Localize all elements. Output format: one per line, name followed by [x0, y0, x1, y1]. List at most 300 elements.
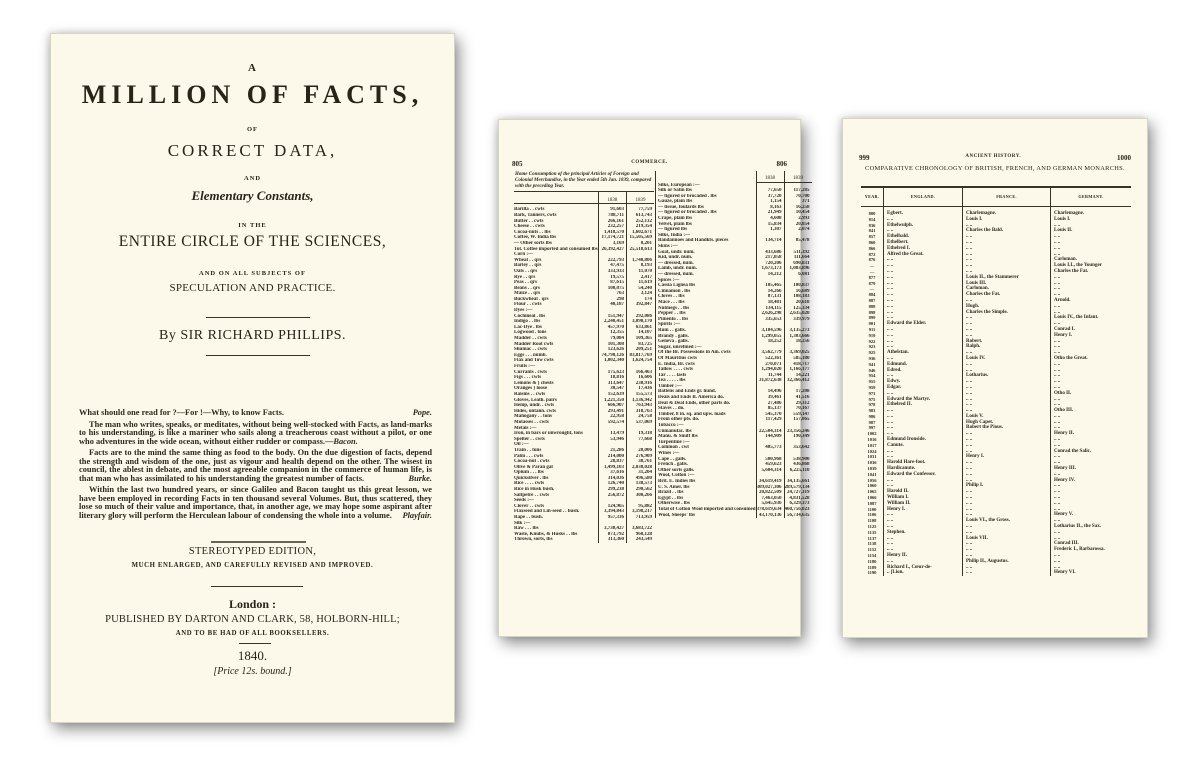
france-cell: Robert. — [963, 339, 1051, 345]
divider — [211, 541, 306, 543]
value-1838: 19,575 — [598, 275, 626, 281]
commodity-label: Barley . . qrs — [514, 263, 542, 269]
france-cell: .. .. — [963, 530, 1051, 536]
france-cell: .. .. — [963, 385, 1051, 391]
value-1839: 3,090,170 — [632, 319, 652, 325]
value-1838: 1,418,570 — [598, 230, 626, 236]
value-1839: 289,579,134 — [784, 484, 810, 490]
germany-cell: .. .. — [1051, 275, 1132, 281]
commodity-label: Otherwise . lbs — [658, 501, 690, 507]
value-1839: 243,549 — [635, 537, 652, 543]
commodity-label: Peas . . qrs — [514, 280, 537, 286]
england-cell: Egbert. — [884, 207, 963, 217]
value-1838: 85,137 — [756, 406, 784, 412]
year-cell: 876 — [868, 257, 876, 263]
value-1838: 217,058 — [756, 255, 784, 261]
quote-attribution: Pope. — [412, 408, 432, 417]
value-1838: 8,163 — [756, 205, 784, 211]
divider — [211, 586, 303, 587]
value-1838: 4,608 — [756, 216, 784, 222]
commodity-label: Brazil . . lbs — [658, 490, 684, 496]
year-cell: 978 — [868, 402, 876, 408]
commodity-label: Oil :— — [514, 442, 529, 448]
england-cell: .. .. — [884, 344, 963, 350]
value-1838: 3,394,843 — [598, 509, 626, 515]
page-header — [859, 154, 1131, 162]
france-cell: Charles the Fat. — [963, 292, 1051, 298]
value-1839: 537,069 — [635, 419, 652, 425]
commodity-label: Timber :— — [658, 383, 682, 389]
blank-cell — [514, 192, 598, 204]
col-1839: 1839 — [627, 192, 655, 204]
germany-cell: .. .. — [1051, 240, 1132, 246]
france-cell: .. .. — [963, 391, 1051, 397]
france-cell: .. .. — [963, 252, 1051, 258]
value-1838: 763 — [598, 291, 626, 297]
year-cell: 899 — [868, 315, 876, 321]
france-cell: Robert the Pious. — [963, 425, 1051, 431]
commodity-label: Skins :— — [658, 244, 678, 250]
england-cell: William I. — [884, 495, 963, 501]
commodity-label: — dressed, num. — [658, 260, 694, 266]
value-1838: 5,645,936 — [756, 501, 784, 507]
commodity-label: Butter . . cwts — [514, 218, 544, 224]
year-cell: 1087 — [867, 500, 877, 506]
england-cell: .. .. — [884, 298, 963, 304]
col-year: YEAR. — [861, 187, 884, 207]
france-cell: .. .. — [963, 437, 1051, 443]
page-number-right: 806 — [776, 160, 787, 168]
value-1839: 24,758 — [638, 414, 652, 420]
commodity-label: Clover . . cwts — [514, 503, 545, 509]
value-1838: 298 — [598, 297, 626, 303]
commodity-label: Coffee, W. India lbs — [514, 235, 557, 241]
year-cell: 911 — [868, 326, 876, 332]
year-cell: 860 — [868, 239, 876, 245]
year-cell: 887 — [868, 297, 876, 303]
england-cell: .. .. — [884, 304, 963, 310]
city: London : — [228, 597, 277, 611]
year-cell: 836 — [868, 222, 876, 228]
value-1839: 16,606 — [638, 375, 652, 381]
year-cell: 888 — [868, 303, 876, 309]
germany-cell: .. .. — [1051, 281, 1132, 287]
year-cell: 919 — [868, 332, 876, 338]
commodity-label: Deals and Ends B. America do. — [658, 395, 724, 401]
value-1839: 166,463 — [635, 369, 652, 375]
value-1839: 339,979 — [793, 316, 810, 322]
england-cell: .. .. — [884, 263, 963, 269]
germany-cell: .. .. — [1051, 483, 1132, 489]
value-1839: 11,619 — [638, 280, 652, 286]
year-cell: — — [869, 268, 875, 274]
value-1839: 2,635,020 — [789, 311, 810, 317]
germany-cell: .. .. — [1051, 507, 1132, 513]
commodity-label: Oranges } loose — [514, 386, 548, 392]
quote-playfair — [79, 486, 432, 520]
value-1839: 17,436 — [638, 386, 652, 392]
commodity-label: Turpentine :— — [658, 439, 690, 445]
france-cell: .. .. — [963, 570, 1051, 576]
page-number-left: 805 — [512, 160, 523, 168]
value-1839: 14,107 — [638, 330, 652, 336]
england-cell: .. .. — [884, 292, 963, 298]
table-caption: Home Consumption of the principal Articles of Foreign and Colonial Merchandise, in the Year ended 5th Jan. 1839, compared with the preceding Year. — [514, 172, 654, 192]
germany-cell: .. .. — [1051, 310, 1132, 316]
value-1839: 3,124 — [640, 291, 652, 297]
title-page — [50, 33, 455, 723]
france-cell: .. .. — [963, 547, 1051, 553]
commodity-label: — figured or brocaded . lbs — [658, 210, 717, 216]
value-1838: 74,790,126 — [598, 353, 626, 359]
value-1838: 314,036 — [598, 476, 626, 482]
england-cell: Stephen. — [884, 530, 963, 536]
value-1839: 3,369,025 — [789, 350, 810, 356]
value-1838: 459,623 — [756, 462, 784, 468]
germany-cell: Henry IV. — [1051, 478, 1132, 484]
england-cell: William II. — [884, 501, 963, 507]
commodity-label: Eggs . . . numb. — [514, 352, 547, 358]
year-cell: 879 — [868, 280, 876, 286]
quote-text: What should one read for ?—For !—Why, to know Facts. — [79, 408, 284, 417]
england-cell: Athelstan. — [884, 350, 963, 356]
value-1838: 151,947 — [598, 314, 626, 320]
edition: STEREOTYPED EDITION, — [188, 546, 317, 557]
france-cell: Louis VI., the Gross. — [963, 518, 1051, 524]
value-1838: 5,604,314 — [756, 468, 784, 474]
germany-cell: .. .. — [1051, 379, 1132, 385]
england-cell: .. .. — [884, 315, 963, 321]
commodity-label: Cloves . . lbs — [658, 294, 685, 300]
value-1838: 134,115 — [756, 306, 784, 312]
value-1838: 22,504,314 — [756, 429, 784, 435]
value-1839: 1,166,177 — [789, 367, 810, 373]
germany-cell: Conrad the Salic. — [1051, 449, 1132, 455]
value-1838: 545,370 — [756, 412, 784, 418]
value-1839: 8,193 — [640, 263, 652, 269]
value-1838: 720,206 — [756, 261, 784, 267]
value-1839: 100,837 — [793, 283, 810, 289]
commodity-label: From other pts. do. — [658, 417, 700, 423]
england-cell: .. .. — [884, 420, 963, 426]
year-cell: 973 — [868, 390, 876, 396]
value-1839: 38,761 — [638, 459, 652, 465]
value-1838: 256,872 — [598, 493, 626, 499]
germany-cell: .. .. — [1051, 321, 1132, 327]
value-1838: 7,463,050 — [756, 496, 784, 502]
england-cell: .. .. — [884, 454, 963, 460]
running-head: ANCIENT HISTORY. — [965, 154, 1022, 159]
commodity-label: Spirits :— — [658, 322, 681, 328]
germany-cell: Louis IV., the Infant. — [1051, 315, 1132, 321]
table-row — [658, 507, 812, 513]
year-cell: 814 — [868, 216, 876, 222]
value-1839: 138,573 — [635, 481, 652, 487]
commodity-label: Tallow . . . . cwts — [658, 367, 693, 373]
quote-attribution: Playfair. — [402, 510, 432, 520]
commodity-label: Wheat . . qrs — [514, 257, 542, 263]
england-cell: Edwy. — [884, 379, 963, 385]
year-cell: 1060 — [867, 483, 877, 489]
table-row — [658, 513, 812, 519]
commodity-label: Nutmegs . . lbs — [658, 305, 690, 311]
england-cell: .. .. — [884, 541, 963, 547]
divider — [206, 317, 310, 318]
value-1838: 1,221,350 — [598, 398, 626, 404]
england-cell: Ethelbert. — [884, 240, 963, 246]
germany-cell: .. .. — [1051, 495, 1132, 501]
value-1839: 95,882 — [638, 503, 652, 509]
germany-cell: Lotharius II., the Sax. — [1051, 524, 1132, 530]
year-cell: 987 — [868, 419, 876, 425]
commodity-label: Bark, Tanners, cwts — [514, 212, 557, 218]
france-cell: .. .. — [963, 315, 1051, 321]
commodity-label: Seeds :— — [514, 498, 534, 504]
page-number-right: 1000 — [1117, 154, 1131, 162]
year-cell: 1154 — [867, 553, 877, 559]
value-1838: 3,184,596 — [756, 328, 784, 334]
commodity-label: Cocoa-nut . cwts — [514, 459, 550, 465]
value-1839: 77,759 — [638, 207, 652, 213]
commodity-label: Tea . . . . . lbs — [658, 378, 686, 384]
england-cell: .. .. — [884, 228, 963, 234]
france-cell: Louis V. — [963, 414, 1051, 420]
england-cell: .. .. — [884, 547, 963, 553]
value-1839: 209,251 — [635, 347, 652, 353]
france-cell: .. .. — [963, 263, 1051, 269]
commodity-label: Cocoa-nuts . . lbs — [514, 229, 551, 235]
france-cell: Henry I. — [963, 454, 1051, 460]
year-cell: 800 — [868, 211, 876, 216]
quote-burke — [79, 449, 432, 483]
value-1838: 152,639 — [598, 392, 626, 398]
year-cell: 997 — [868, 425, 876, 431]
value-1838: 101,308 — [598, 342, 626, 348]
england-cell: Harold II. — [884, 489, 963, 495]
england-cell: Harold Hare-foot. — [884, 460, 963, 466]
year-cell: — — [869, 286, 875, 292]
year-cell: 941 — [868, 361, 876, 367]
germany-cell: Henry II. — [1051, 431, 1132, 437]
year-cell: 884 — [868, 292, 876, 298]
france-cell: Ralph. — [963, 344, 1051, 350]
germany-cell: .. .. — [1051, 402, 1132, 408]
value-1838: 788,711 — [598, 213, 626, 219]
value-1838: 3,562,779 — [756, 350, 784, 356]
value-1839: 559,147 — [793, 411, 810, 417]
germany-cell: .. .. — [1051, 425, 1132, 431]
year-cell: 1100 — [867, 506, 877, 512]
germany-cell: .. .. — [1051, 362, 1132, 368]
value-1839: 496,580 — [635, 475, 652, 481]
value-1839: 14,221 — [795, 372, 810, 378]
germany-cell: .. .. — [1051, 350, 1132, 356]
commodity-label: Cape . . galls. — [658, 456, 687, 462]
value-1839: 85,478 — [795, 238, 810, 244]
commodity-label: Mahogany . . tons — [514, 414, 552, 420]
commodity-label: Quicksilver . lbs — [514, 475, 549, 481]
commodity-label: Rice . . . . cwts — [514, 481, 545, 487]
value-1839: 16,258 — [795, 204, 810, 210]
value-1838: 12,355 — [598, 330, 626, 336]
england-cell: Alfred the Great. — [884, 252, 963, 258]
france-cell: Charles the Bald. — [963, 228, 1051, 234]
commerce-table-left — [514, 192, 654, 543]
main-title: MILLION OF FACTS, — [81, 80, 424, 109]
value-1839: 2,038,028 — [632, 464, 652, 470]
england-cell: Ethelwulph. — [884, 223, 963, 229]
commodity-label: Flaxseed and Lin-seed . . bush. — [514, 509, 580, 515]
value-1838: 957,336 — [598, 515, 626, 521]
year-cell: 959 — [868, 384, 876, 390]
value-1838: 26,392,427 — [598, 247, 626, 253]
germany-cell: Charles the Fat. — [1051, 269, 1132, 275]
commodity-label: Barilla . . cwts — [514, 207, 545, 213]
commodity-label: Pepper . . lbs — [658, 311, 686, 317]
year-cell: 857 — [868, 234, 876, 240]
value-1838: 18,252 — [756, 339, 784, 345]
table-row — [861, 570, 1131, 576]
france-cell: .. .. — [963, 408, 1051, 414]
england-cell: .. .. — [884, 217, 963, 223]
year-cell: 986 — [868, 413, 876, 419]
france-cell: Louis III. — [963, 281, 1051, 287]
year-cell: 841 — [868, 228, 876, 234]
commodity-label: Of Mauritius cwts — [658, 355, 697, 361]
value-1839: 77,668 — [638, 436, 652, 442]
col-1838: 1838 — [756, 171, 784, 183]
england-cell: .. .. — [884, 356, 963, 362]
value-1838: 47,475 — [598, 263, 626, 269]
france-cell: .. .. — [963, 321, 1051, 327]
commodity-label: Shumac . . cwts — [514, 347, 547, 353]
value-1839: 3,135,273 — [789, 327, 810, 333]
title-in-the: IN THE — [238, 222, 267, 229]
england-cell: .. .. — [884, 518, 963, 524]
value-1838: 77,650 — [756, 188, 784, 194]
commodity-label: Maize . . qrs — [514, 291, 541, 297]
year-cell: 983 — [868, 408, 876, 414]
commodity-label: Waste, Knubs, & Husks . . lbs — [514, 531, 578, 537]
england-cell: Edgar. — [884, 385, 963, 391]
england-cell: .. .. — [884, 414, 963, 420]
value-1838: 37,720 — [756, 194, 784, 200]
value-1839: 17,208 — [795, 389, 810, 395]
value-1838: 222,793 — [598, 258, 626, 264]
england-cell: .. .. — [884, 257, 963, 263]
germany-cell: Frederic I., Barbarossa. — [1051, 547, 1132, 553]
value-1838: 1,673,173 — [756, 266, 784, 272]
commodity-label: Sugar, unrefined :— — [658, 344, 702, 350]
page-number-left: 999 — [859, 154, 870, 162]
england-cell: .. .. — [884, 512, 963, 518]
commerce-right-column — [655, 171, 810, 518]
commodity-label: Molasses . . cwts — [514, 419, 549, 425]
value-1838: 293,491 — [598, 409, 626, 415]
year-cell: 1138 — [867, 541, 877, 547]
value-1839: 54,240 — [638, 285, 652, 291]
value-1838: 18,816 — [598, 375, 626, 381]
value-1839: 10,454 — [795, 210, 810, 216]
subtitle-correct-data: CORRECT DATA, — [167, 141, 338, 160]
value-1839: 8,201 — [640, 240, 652, 246]
value-1838: 3,169 — [598, 241, 626, 247]
england-cell: Henry I. — [884, 507, 963, 513]
divider — [206, 355, 310, 356]
value-1839: 24,727,319 — [787, 490, 810, 496]
value-1839: 460,756,023 — [784, 506, 810, 512]
divider — [239, 643, 271, 644]
commerce-left-column — [514, 172, 654, 543]
year-cell: 898 — [868, 309, 876, 315]
value-1838: 175,623 — [598, 370, 626, 376]
value-1838: 43,170,136 — [756, 513, 784, 519]
year-cell: 922 — [868, 338, 876, 344]
commodity-label: Hides, untann. cwts — [514, 408, 556, 414]
value-1838: 117,429 — [756, 417, 784, 423]
germany-cell: .. .. — [1051, 234, 1132, 240]
year-cell: 1106 — [867, 512, 877, 518]
year-cell: 1056 — [867, 477, 877, 483]
value-1838: 309,027,306 — [756, 485, 784, 491]
value-1839: 11,070 — [638, 268, 652, 274]
commodity-label: Gauze, plain lbs — [658, 199, 693, 205]
commodity-label: E. India, Br. cwts — [658, 361, 695, 367]
france-cell: .. .. — [963, 553, 1051, 559]
england-cell: Ethelbald. — [884, 234, 963, 240]
commodity-label: Rum . . galls. — [658, 327, 686, 333]
value-1838: 53,946 — [598, 437, 626, 443]
value-1838: 124,965 — [598, 504, 626, 510]
publisher: PUBLISHED BY DARTON AND CLARK, 58, HOLBORN-HILL; — [105, 614, 400, 625]
france-cell: Hugh Capet. — [963, 420, 1051, 426]
france-cell: Louis IV. — [963, 356, 1051, 362]
value-1838: 11,744 — [756, 373, 784, 379]
commodity-label: Goat, undr. num. — [658, 249, 695, 255]
commodity-label: Tobacco :— — [658, 423, 684, 429]
value-1839: 713,959 — [635, 515, 652, 521]
value-1839: 353,642 — [793, 445, 810, 451]
value-1839: 190,349 — [793, 434, 810, 440]
value-1839: 1,083,896 — [789, 266, 810, 272]
value-1838: 299,238 — [598, 487, 626, 493]
quote-text: Facts are to the mind the same thing as food to the body. On the due digestion of facts, depend the strength and wisdom of the one, just as vigour and health depend on the other. The wisest in council, the ablest in debate, and the most agreeable companion in the commerce of human life, is that man who has assimilated to his understanding the greatest number of facts. — [79, 448, 432, 483]
commodity-label: Silks, European :— — [658, 182, 700, 188]
germany-cell: Louis II. — [1051, 228, 1132, 234]
value-1838: 313,647 — [598, 381, 626, 387]
commodity-label: Staves . . do. — [658, 406, 685, 412]
value-1838: 592,574 — [598, 420, 626, 426]
commodity-label: Wool, Cotton :— — [658, 473, 695, 479]
value-1838: 105,465 — [756, 283, 784, 289]
commodity-label: Madder . . cwts — [514, 336, 547, 342]
england-cell: .. .. — [884, 373, 963, 379]
quote-pope — [79, 409, 432, 418]
commodity-label: Saltpetre . . cwts — [514, 492, 550, 498]
france-cell: .. .. — [963, 489, 1051, 495]
commodity-label: Timber, 8 in. sq. and upw. loads — [658, 411, 726, 417]
germany-cell: Henry III. — [1051, 466, 1132, 472]
france-cell: .. .. — [963, 234, 1051, 240]
germany-cell: .. .. — [1051, 443, 1132, 449]
commodity-label: Rape . . bush. — [514, 515, 543, 521]
value-1839: 1,136,942 — [632, 397, 652, 403]
france-cell: .. .. — [963, 269, 1051, 275]
value-1839: 318,763 — [635, 408, 652, 414]
year-header-row — [658, 171, 812, 183]
france-cell: .. .. — [963, 501, 1051, 507]
germany-cell: .. .. — [1051, 501, 1132, 507]
